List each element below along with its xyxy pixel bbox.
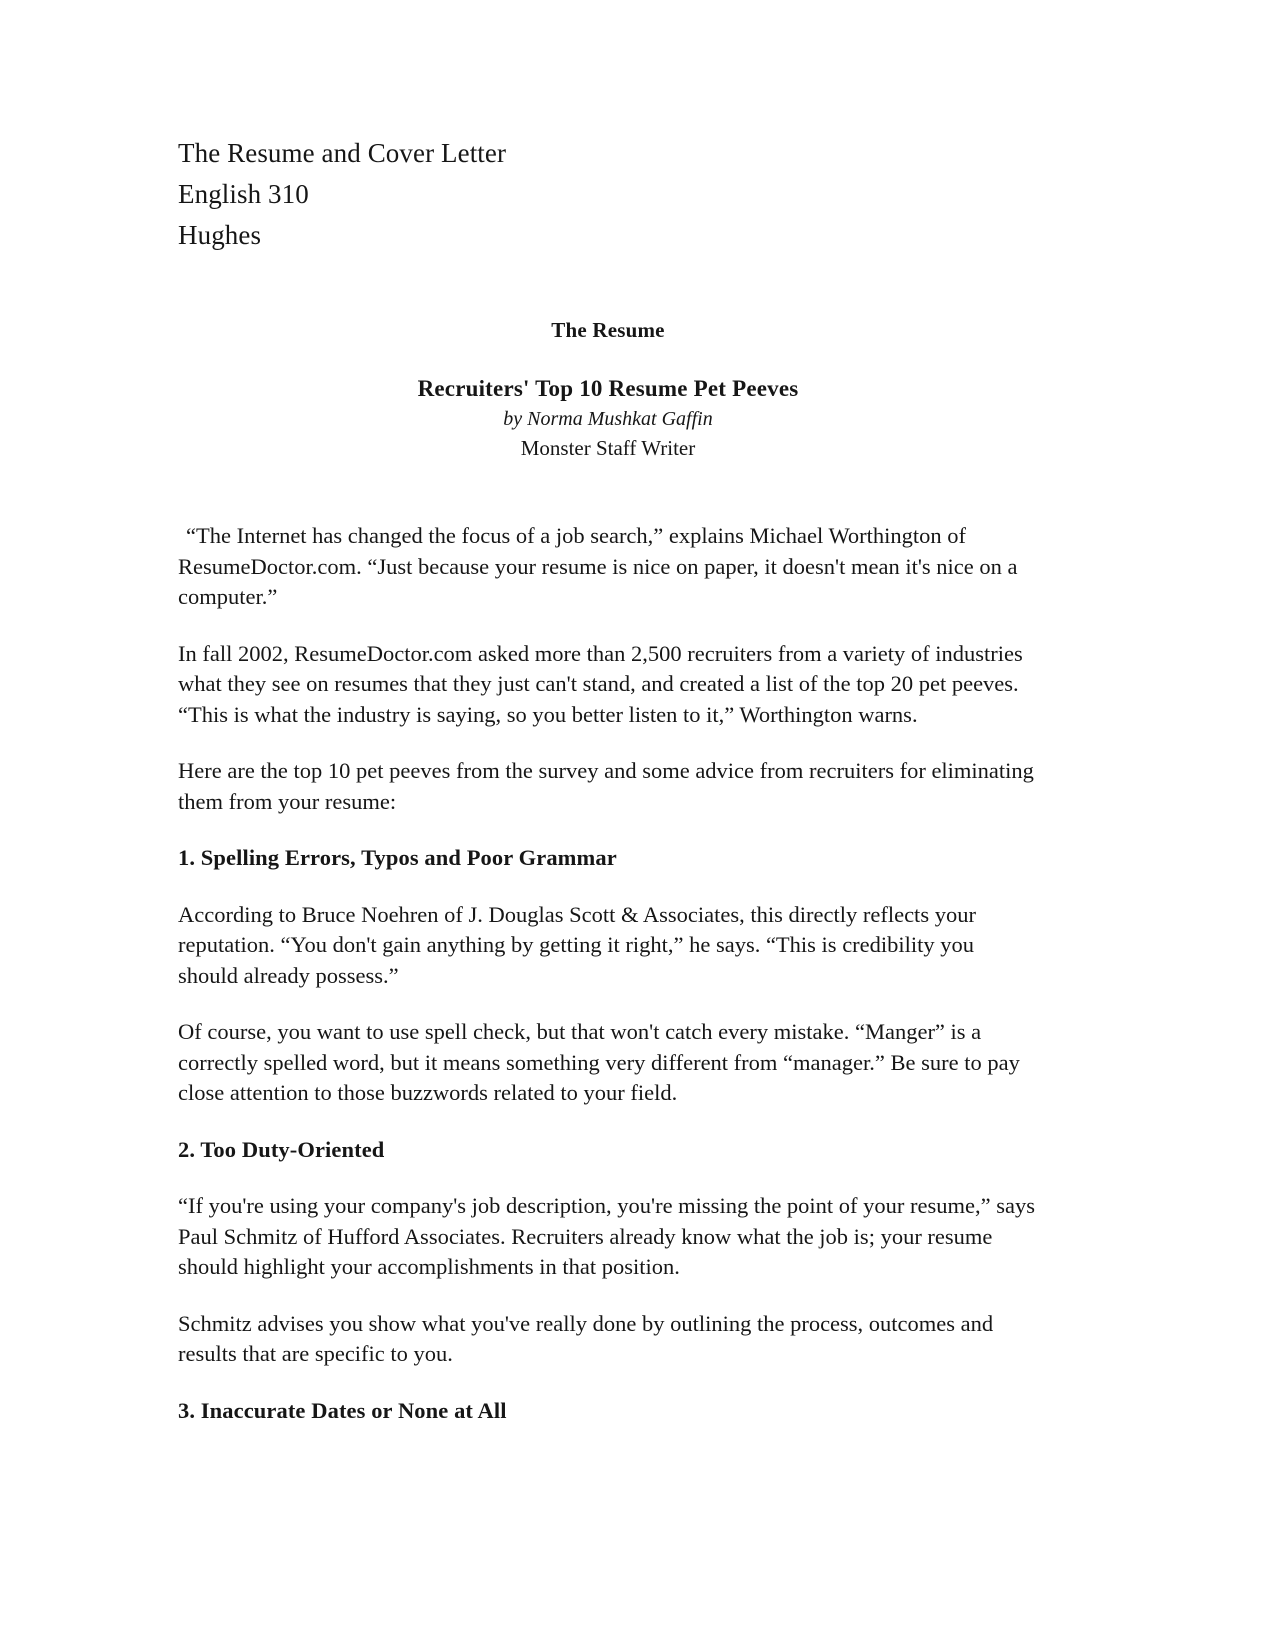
paragraph-survey: In fall 2002, ResumeDoctor.com asked more than 2,500 recruiters from a variety of industries what they see on resumes that they just can't stand, and created a list of the top 20 pet peeves. “This is what the industry is saying, so you better listen to it,” Worthington warns. [178, 640, 1023, 727]
course-title-line: The Resume and Cover Letter [178, 138, 507, 168]
peeve-heading-1: 1. Spelling Errors, Typos and Poor Grammar [178, 845, 617, 870]
page-content [178, 133, 1038, 1452]
paragraph-intro-quote: “The Internet has changed the focus of a job search,” explains Michael Worthington of ResumeDoctor.com. “Just because your resume is nice on paper, it doesn't mean it's nice on a computer.” [178, 523, 1018, 609]
section-title: The Resume [551, 318, 665, 342]
paragraph-1a: According to Bruce Noehren of J. Douglas Scott & Associates, this directly reflects your reputation. “You don't gain anything by getting it right,” he says. “This is credibility you should already possess.” [178, 901, 976, 988]
paragraph-lead-in: Here are the top 10 pet peeves from the survey and some advice from recruiters for eliminating them from your resume: [178, 758, 1034, 814]
paragraph-2a: “If you're using your company's job description, you're missing the point of your resume,” says Paul Schmitz of Hufford Associates. Recruiters already know what the job is; your resume should highlight your accomplishments in that position. [178, 1193, 1035, 1279]
instructor-line: Hughes [178, 220, 262, 250]
paragraph-2b: Schmitz advises you show what you've really done by outlining the process, outcomes and results that are specific to you. [178, 1310, 994, 1366]
title-block [178, 318, 1038, 461]
article-title: Recruiters' Top 10 Resume Pet Peeves [417, 376, 799, 401]
peeve-heading-2: 2. Too Duty-Oriented [178, 1136, 385, 1162]
byline-source: Monster Staff Writer [520, 436, 696, 460]
course-header [178, 133, 1038, 256]
course-number-line: English 310 [178, 179, 309, 209]
byline-author: by Norma Mushkat Gaffin [503, 408, 713, 430]
paragraph-1b: Of course, you want to use spell check, but that won't catch every mistake. “Manger” is a correctly spelled word, but it means something very different from “manager.” Be sure to pay close attention to those buzzwords related to your field. [178, 1019, 1020, 1105]
article-body [178, 521, 1038, 1426]
peeve-heading-3: 3. Inaccurate Dates or None at All [178, 1397, 507, 1423]
